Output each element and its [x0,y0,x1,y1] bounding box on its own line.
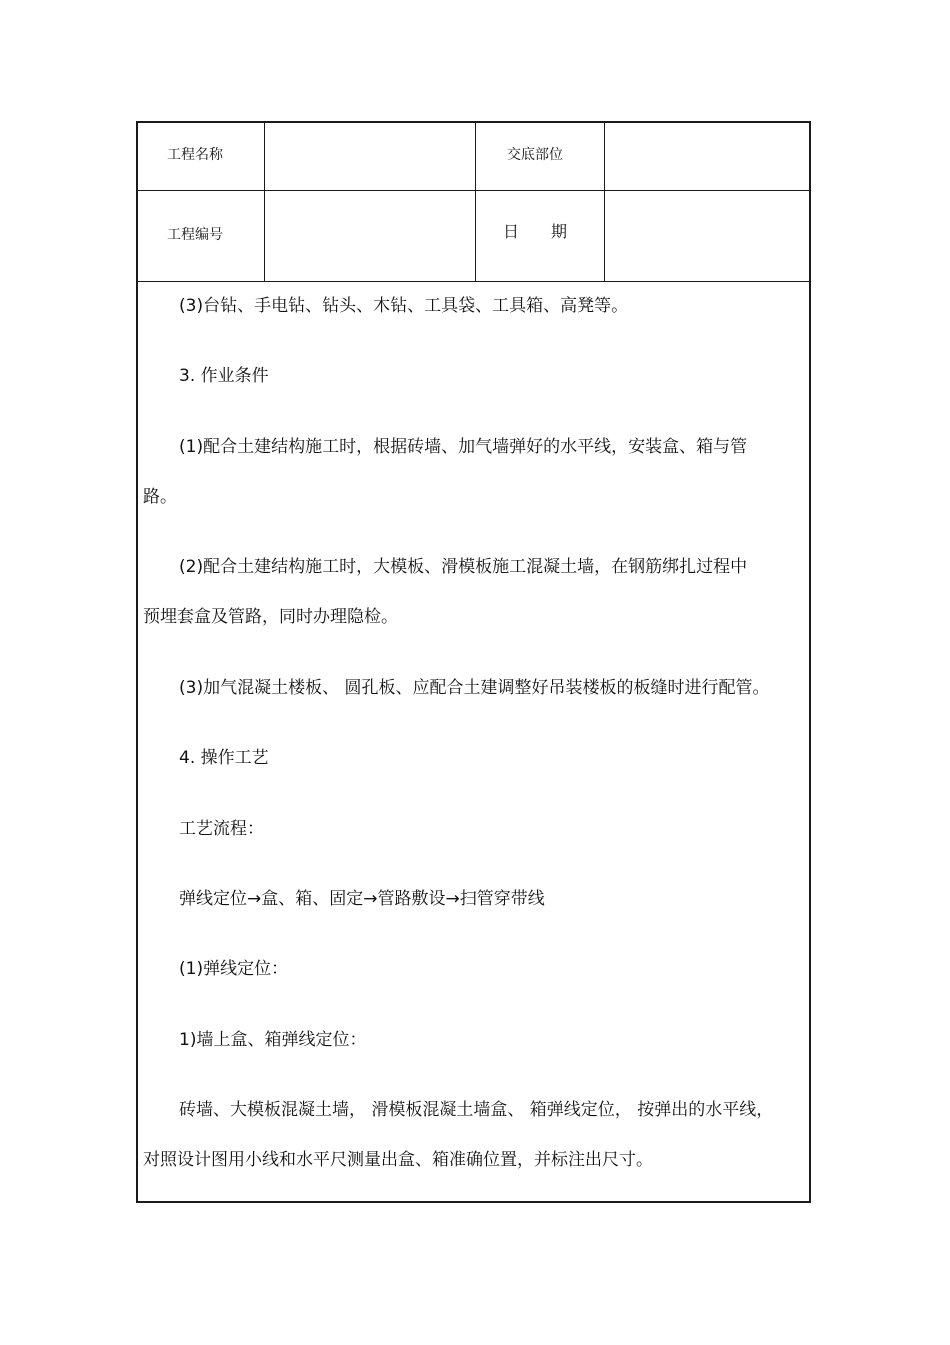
header-col-divider-3 [604,123,605,281]
project-number-label: 工程编号 [167,227,223,243]
body-line: (2)配合土建结构施工时，大模板、滑模板施工混凝土墙，在钢筋绑扎过程中 [179,557,748,577]
body-line: 4. 操作工艺 [179,748,269,768]
body-line: 工艺流程： [179,819,264,839]
body-line: (3)加气混凝土楼板、 圆孔板、应配合土建调整好吊装楼板的板缝时进行配管。 [179,678,770,698]
disclosure-form-frame [136,121,811,1203]
body-line: 1)墙上盒、箱弹线定位： [179,1030,367,1050]
body-line: (3)台钻、手电钻、钻头、木钻、工具袋、工具箱、高凳等。 [179,296,629,316]
body-line: 3. 作业条件 [179,366,269,386]
disclosure-part-label: 交底部位 [507,147,563,163]
body-line: 砖墙、大模板混凝土墙， 滑模板混凝土墙盒、 箱弹线定位， 按弹出的水平线， [179,1100,774,1120]
body-line: 路。 [143,487,177,507]
project-name-label: 工程名称 [167,147,223,163]
body-line: 对照设计图用小线和水平尺测量出盒、箱准确位置，并标注出尺寸。 [143,1150,653,1170]
date-label: 日 期 [503,222,568,241]
header-col-divider-2 [475,123,476,281]
body-line: (1)弹线定位： [179,959,289,979]
header-row-divider [138,190,809,191]
header-col-divider-1 [264,123,265,281]
header-bottom-divider [138,281,809,282]
body-line: 预埋套盒及管路，同时办理隐检。 [143,607,398,627]
body-line: (1)配合土建结构施工时，根据砖墙、加气墙弹好的水平线，安装盒、箱与管 [179,437,748,457]
body-line: 弹线定位→盒、箱、固定→管路敷设→扫管穿带线 [179,889,545,909]
